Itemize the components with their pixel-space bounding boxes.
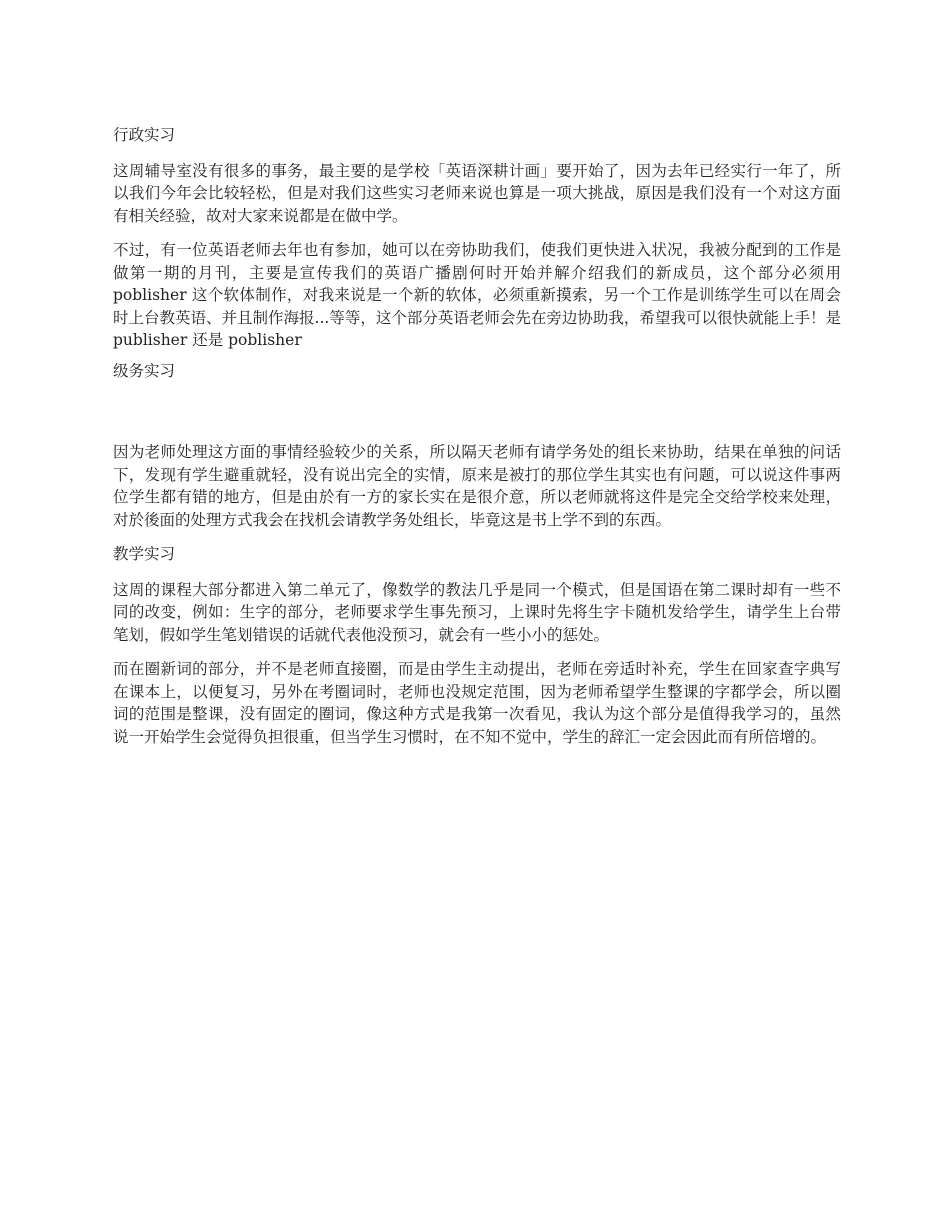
blank-space [113,395,841,441]
section-teaching [113,543,841,748]
section-class-affairs [113,360,841,532]
paragraph: 这周的课程大部分都进入第二单元了，像数学的教法几乎是同一个模式，但是国语在第二课时却有一些不同的改变，例如：生字的部分，老师要求学生事先预习，上课时先将生字卡随机发给学生，请学生上台带笔划，假如学生笔划错误的话就代表他没预习，就会有一些小小的惩处。 [113,580,841,644]
section-administrative [113,124,841,352]
paragraph: 不过，有一位英语老师去年也有参加，她可以在旁协助我们，使我们更快进入状况，我被分配到的工作是做第一期的月刊，主要是宣传我们的英语广播剧何时开始并解介绍我们的新成员，这个部分必须用 poblisher 这个软体制作，对我来说是一个新的软体，必须重新摸索，另一个工作是训练学生可以在周会时上台教英语、并且制作海报...等等，这个部分英语老师会先在旁边协助我，希望我可以很快就能上手！是 publisher 还是 poblisher [113,241,841,349]
section-heading: 级务实习 [113,361,176,380]
paragraph: 这周辅导室没有很多的事务，最主要的是学校「英语深耕计画」要开始了，因为去年已经实行一年了，所以我们今年会比较轻松，但是对我们这些实习老师来说也算是一项大挑战，原因是我们没有一个对这方面有相关经验，故对大家来说都是在做中学。 [113,161,841,225]
section-heading: 行政实习 [113,126,176,144]
paragraph: 而在圈新词的部分，并不是老师直接圈，而是由学生主动提出，老师在旁适时补充，学生在回家查字典写在课本上，以便复习，另外在考圈词时，老师也没规定范围，因为老师希望学生整课的字都学会，所以圈词的范围是整课，没有固定的圈词，像这种方式是我第一次看见，我认为这个部分是值得我学习的，虽然说一开始学生会觉得负担很重，但当学生习惯时，在不知不觉中，学生的辞汇一定会因此而有所倍增的。 [113,660,841,746]
document-page [113,124,841,760]
section-heading: 教学实习 [113,545,176,563]
paragraph: 因为老师处理这方面的事情经验较少的关系，所以隔天老师有请学务处的组长来协助，结果在单独的问话下，发现有学生避重就轻，没有说出完全的实情，原来是被打的那位学生其实也有问题，可以说这件事两位学生都有错的地方，但是由於有一方的家长实在是很介意，所以老师就将这件是完全交给学校来处理，对於後面的处理方式我会在找机会请教学务处组长，毕竟这是书上学不到的东西。 [113,443,841,529]
